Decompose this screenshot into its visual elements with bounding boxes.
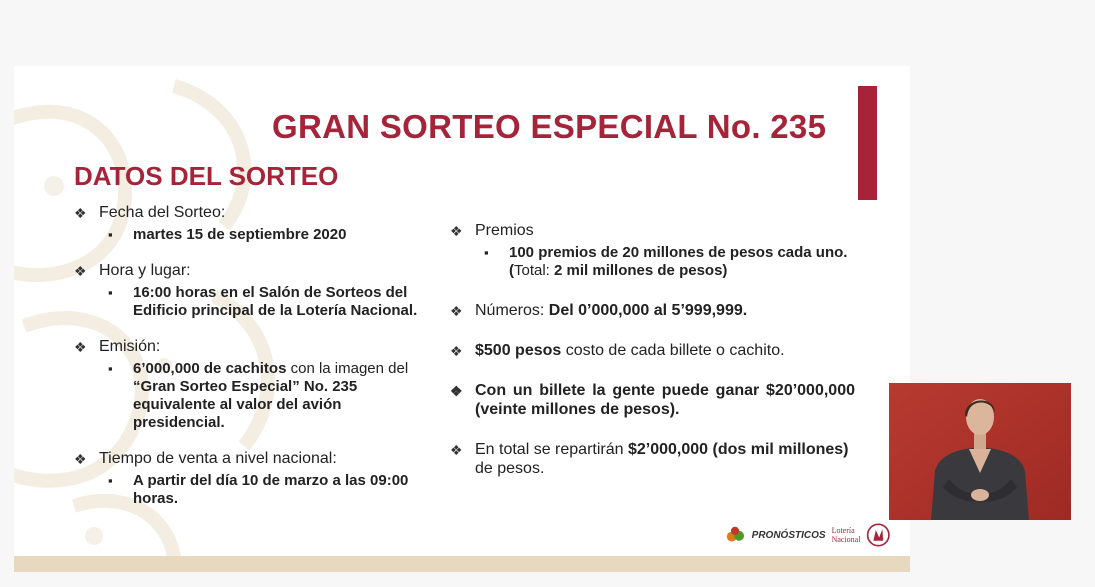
- list-item: [450, 221, 855, 280]
- loteria-logo-text: [832, 526, 861, 544]
- pronosticos-logo-icon: [726, 524, 746, 546]
- accent-bar: [858, 86, 877, 200]
- item-value-bold: 100 premios de 20 millones de pesos cada uno. (: [509, 244, 848, 279]
- sponsor-logos: [726, 518, 891, 552]
- item-label: Emisión:: [99, 338, 161, 355]
- item-value: A partir del día 10 de marzo a las 09:00 horas.: [133, 472, 409, 507]
- item-label: Números:: [475, 302, 549, 319]
- footer-band: [14, 556, 910, 572]
- diamond-bullet-icon: ❖: [450, 223, 463, 239]
- section-heading: DATOS DEL SORTEO: [74, 161, 339, 191]
- loteria-logo-line: Nacional: [831, 535, 861, 544]
- presentation-slide: [14, 66, 910, 572]
- diamond-bullet-icon: ❖: [450, 303, 463, 319]
- square-bullet-icon: ▪: [108, 227, 113, 242]
- square-bullet-icon: ▪: [108, 361, 113, 376]
- item-value-normal: de pesos.: [475, 460, 545, 477]
- diamond-bullet-icon: ❖: [74, 339, 87, 355]
- pronosticos-logo-text: PRONÓSTICOS: [751, 529, 826, 541]
- loteria-seal-icon: [866, 520, 891, 550]
- item-value-bold: 6’000,000 de cachitos: [133, 360, 287, 377]
- interpreter-figure: [889, 383, 1071, 520]
- item-label: Premios: [475, 222, 534, 239]
- diamond-bullet-icon: ❖: [74, 451, 87, 467]
- diamond-bullet-icon: ❖: [450, 343, 463, 359]
- loteria-logo-line: Lotería: [831, 526, 855, 535]
- slide-title: GRAN SORTEO ESPECIAL No. 235: [272, 108, 827, 145]
- item-value-normal: En total se repartirán: [475, 441, 628, 458]
- item-value-bold: $2’000,000 (dos mil millones): [627, 441, 849, 458]
- square-bullet-icon: ▪: [108, 285, 113, 300]
- list-item: [74, 337, 424, 432]
- list-item: [450, 341, 855, 360]
- item-value-normal: con la imagen del: [286, 360, 409, 377]
- square-bullet-icon: ▪: [484, 245, 489, 260]
- list-item: [450, 381, 855, 419]
- list-item: [450, 301, 855, 320]
- item-label: Tiempo de venta a nivel nacional:: [99, 450, 337, 467]
- right-column: [450, 221, 855, 499]
- list-item: [450, 440, 855, 478]
- item-value-bold: 2 mil millones de pesos): [554, 262, 728, 279]
- item-label: Hora y lugar:: [99, 262, 191, 279]
- item-value: martes 15 de septiembre 2020: [133, 226, 347, 243]
- item-value-normal: costo de cada billete o cachito.: [561, 342, 785, 359]
- item-value: Del 0’000,000 al 5’999,999.: [548, 302, 748, 319]
- interpreter-video: [889, 383, 1071, 520]
- item-label: Fecha del Sorteo:: [99, 204, 226, 221]
- item-value-bold: $500 pesos: [475, 342, 562, 359]
- item-value: Con un billete la gente puede ganar $20’000,000 (veinte millones de pesos).: [475, 382, 855, 418]
- item-value-bold: “Gran Sorteo Especial” No. 235 equivalente al valor del avión presidencial.: [133, 378, 358, 431]
- diamond-bullet-icon: ❖: [450, 383, 463, 399]
- item-value-normal: Total:: [514, 262, 555, 279]
- square-bullet-icon: ▪: [108, 473, 113, 488]
- diamond-bullet-icon: ❖: [450, 442, 463, 458]
- diamond-bullet-icon: ❖: [74, 205, 87, 221]
- list-item: [74, 261, 424, 320]
- left-column: [74, 203, 424, 525]
- item-value: 16:00 horas en el Salón de Sorteos del Edificio principal de la Lotería Nacional.: [133, 284, 418, 319]
- diamond-bullet-icon: ❖: [74, 263, 87, 279]
- list-item: [74, 203, 424, 244]
- list-item: [74, 449, 424, 508]
